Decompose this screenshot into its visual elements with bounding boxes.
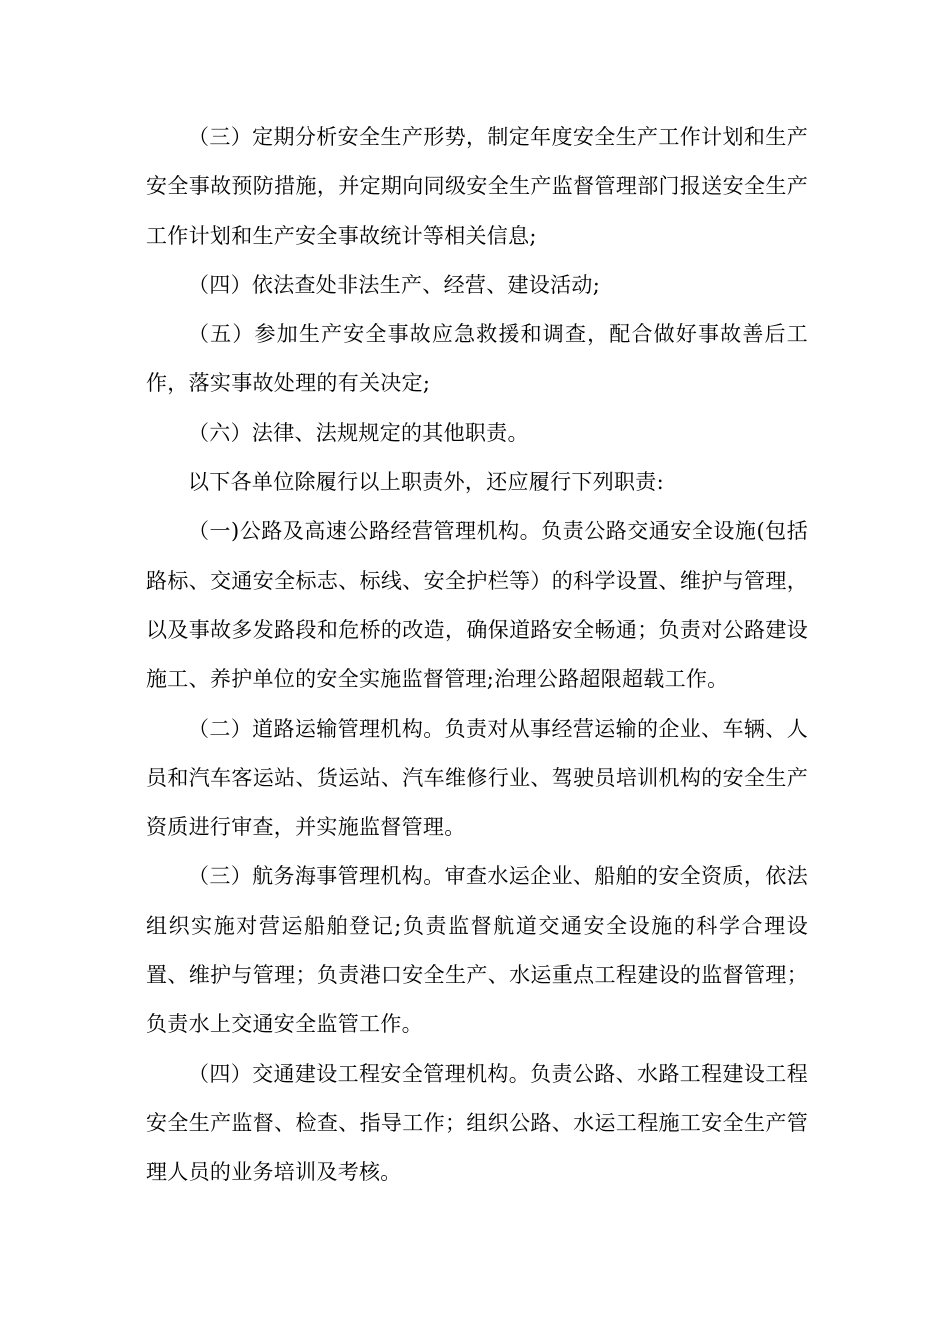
paragraph-duty-4: （四）依法查处非法生产、经营、建设活动; <box>188 272 601 297</box>
paragraph-maritime-agency: （三）航务海事管理机构。审查水运企业、船舶的安全资质，依法组织实施对营运船舶登记;负责监督航道交通安全设施的科学合理设置、维护与管理；负责港口安全生产、水运重点工程建设的监督管理；负责水上交通安全监管工作。 <box>146 864 808 1037</box>
document-body <box>146 113 808 1198</box>
paragraph-road-transport-agency: （二）道路运输管理机构。负责对从事经营运输的企业、车辆、人员和汽车客运站、货运站、汽车维修行业、驾驶员培训机构的安全生产资质进行审查，并实施监督管理。 <box>146 716 808 840</box>
paragraph-duty-3: （三）定期分析安全生产形势，制定年度安全生产工作计划和生产安全事故预防措施，并定期向同级安全生产监督管理部门报送安全生产工作计划和生产安全事故统计等相关信息; <box>146 125 808 248</box>
paragraph-construction-safety-agency: （四）交通建设工程安全管理机构。负责公路、水路工程建设工程安全生产监督、检查、指导工作；组织公路、水运工程施工安全生产管理人员的业务培训及考核。 <box>146 1061 808 1185</box>
paragraph-units-intro: 以下各单位除履行以上职责外，还应履行下列职责: <box>188 470 664 495</box>
paragraph-duty-6: （六）法律、法规规定的其他职责。 <box>188 420 529 445</box>
paragraph-duty-5: （五）参加生产安全事故应急救援和调查，配合做好事故善后工作，落实事故处理的有关决定; <box>146 322 808 396</box>
paragraph-highway-agency: （一)公路及高速公路经营管理机构。负责公路交通安全设施(包括路标、交通安全标志、标线、安全护栏等）的科学设置、维护与管理，以及事故多发路段和危桥的改造，确保道路安全畅通；负责对公路建设施工、养护单位的安全实施监督管理;治理公路超限超载工作。 <box>146 519 808 692</box>
